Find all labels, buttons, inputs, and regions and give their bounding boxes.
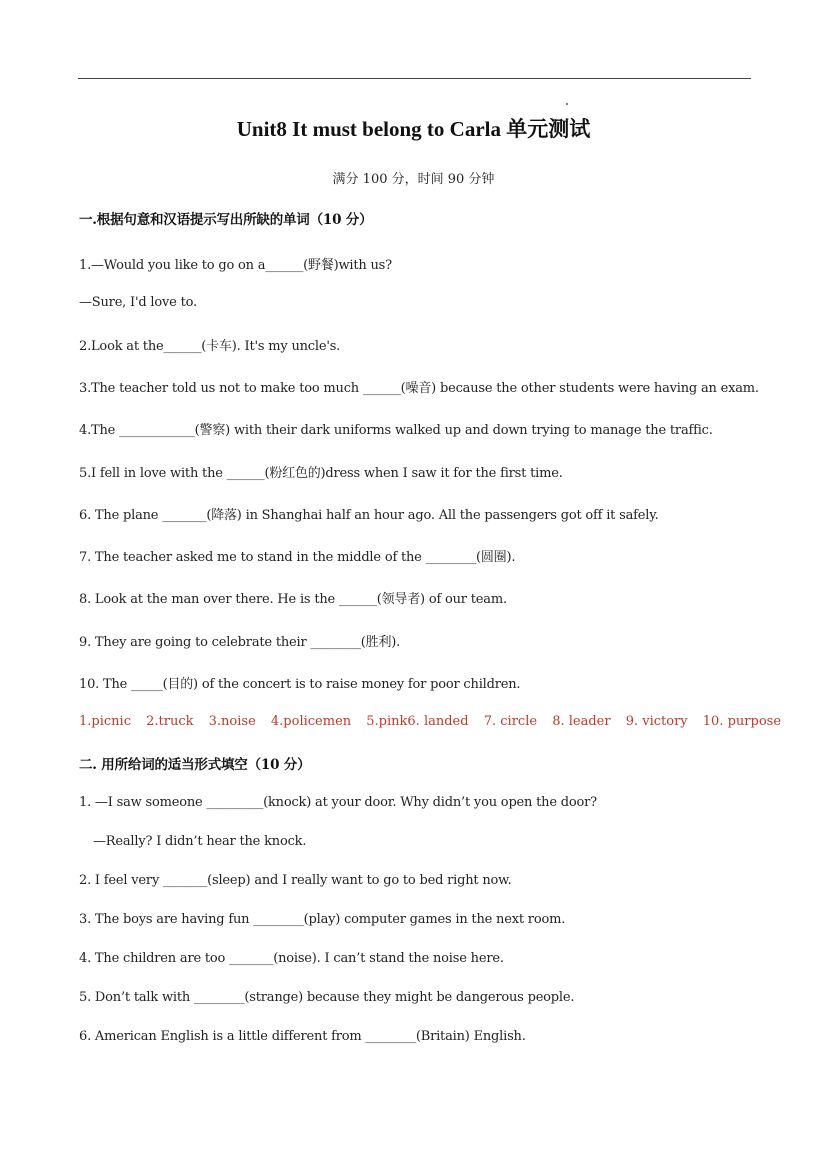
- section1-item: 4.The ____________(警察) with their dark uniforms walked up and down trying to manage the traffic.: [79, 423, 713, 438]
- section1-item: 2.Look at the______(卡车). It's my uncle's.: [79, 339, 341, 354]
- section2-heading: 二. 用所给词的适当形式填空（10 分）: [79, 757, 311, 773]
- section1-answers: [79, 714, 792, 729]
- section2-item: 6. American English is a little different from ________(Britain) English.: [79, 1029, 526, 1044]
- section1-item: —Sure, I'd love to.: [79, 295, 197, 310]
- answer-item: 3.noise: [208, 714, 256, 729]
- answer-item: 8. leader: [552, 714, 611, 729]
- page-title: Unit8 It must belong to Carla 单元测试: [236, 117, 591, 141]
- section1-item: 6. The plane _______(降落) in Shanghai half an hour ago. All the passengers got off it safely.: [79, 508, 659, 523]
- answer-item: 2.truck: [146, 714, 194, 729]
- section2-item: —Really? I didn’t hear the knock.: [93, 834, 307, 849]
- header-rule: [78, 78, 751, 79]
- section1-heading: 一.根据句意和汉语提示写出所缺的单词（10 分）: [79, 212, 373, 228]
- stray-dot: [566, 103, 568, 105]
- section2-item: 5. Don’t talk with ________(strange) because they might be dangerous people.: [79, 990, 575, 1005]
- section2-item: 3. The boys are having fun ________(play) computer games in the next room.: [79, 912, 566, 927]
- answer-item: 5.pink6. landed: [366, 714, 469, 729]
- section1-item: 7. The teacher asked me to stand in the middle of the ________(圆圈).: [79, 550, 516, 565]
- answer-item: 7. circle: [483, 714, 538, 729]
- page-subtitle: 满分 100 分，时间 90 分钟: [332, 172, 495, 187]
- section2-item: 2. I feel very _______(sleep) and I really want to go to bed right now.: [79, 873, 512, 888]
- section1-item: 1.—Would you like to go on a______(野餐)with us?: [79, 258, 392, 273]
- section1-item: 5.I fell in love with the ______(粉红色的)dress when I saw it for the first time.: [79, 466, 563, 481]
- section1-item: 3.The teacher told us not to make too much ______(噪音) because the other students were having an exam.: [79, 381, 759, 396]
- answer-item: 9. victory: [625, 714, 688, 729]
- section1-item: 9. They are going to celebrate their ________(胜利).: [79, 635, 401, 650]
- answer-item: 1.picnic: [79, 714, 131, 729]
- section2-item: 1. —I saw someone _________(knock) at your door. Why didn’t you open the door?: [79, 795, 597, 810]
- section1-item: 8. Look at the man over there. He is the ______(领导者) of our team.: [79, 592, 507, 607]
- answer-item: 4.policemen: [270, 714, 352, 729]
- section1-item: 10. The _____(目的) of the concert is to raise money for poor children.: [79, 677, 521, 692]
- section2-item: 4. The children are too _______(noise). I can’t stand the noise here.: [79, 951, 504, 966]
- answer-item: 10. purpose: [702, 714, 782, 729]
